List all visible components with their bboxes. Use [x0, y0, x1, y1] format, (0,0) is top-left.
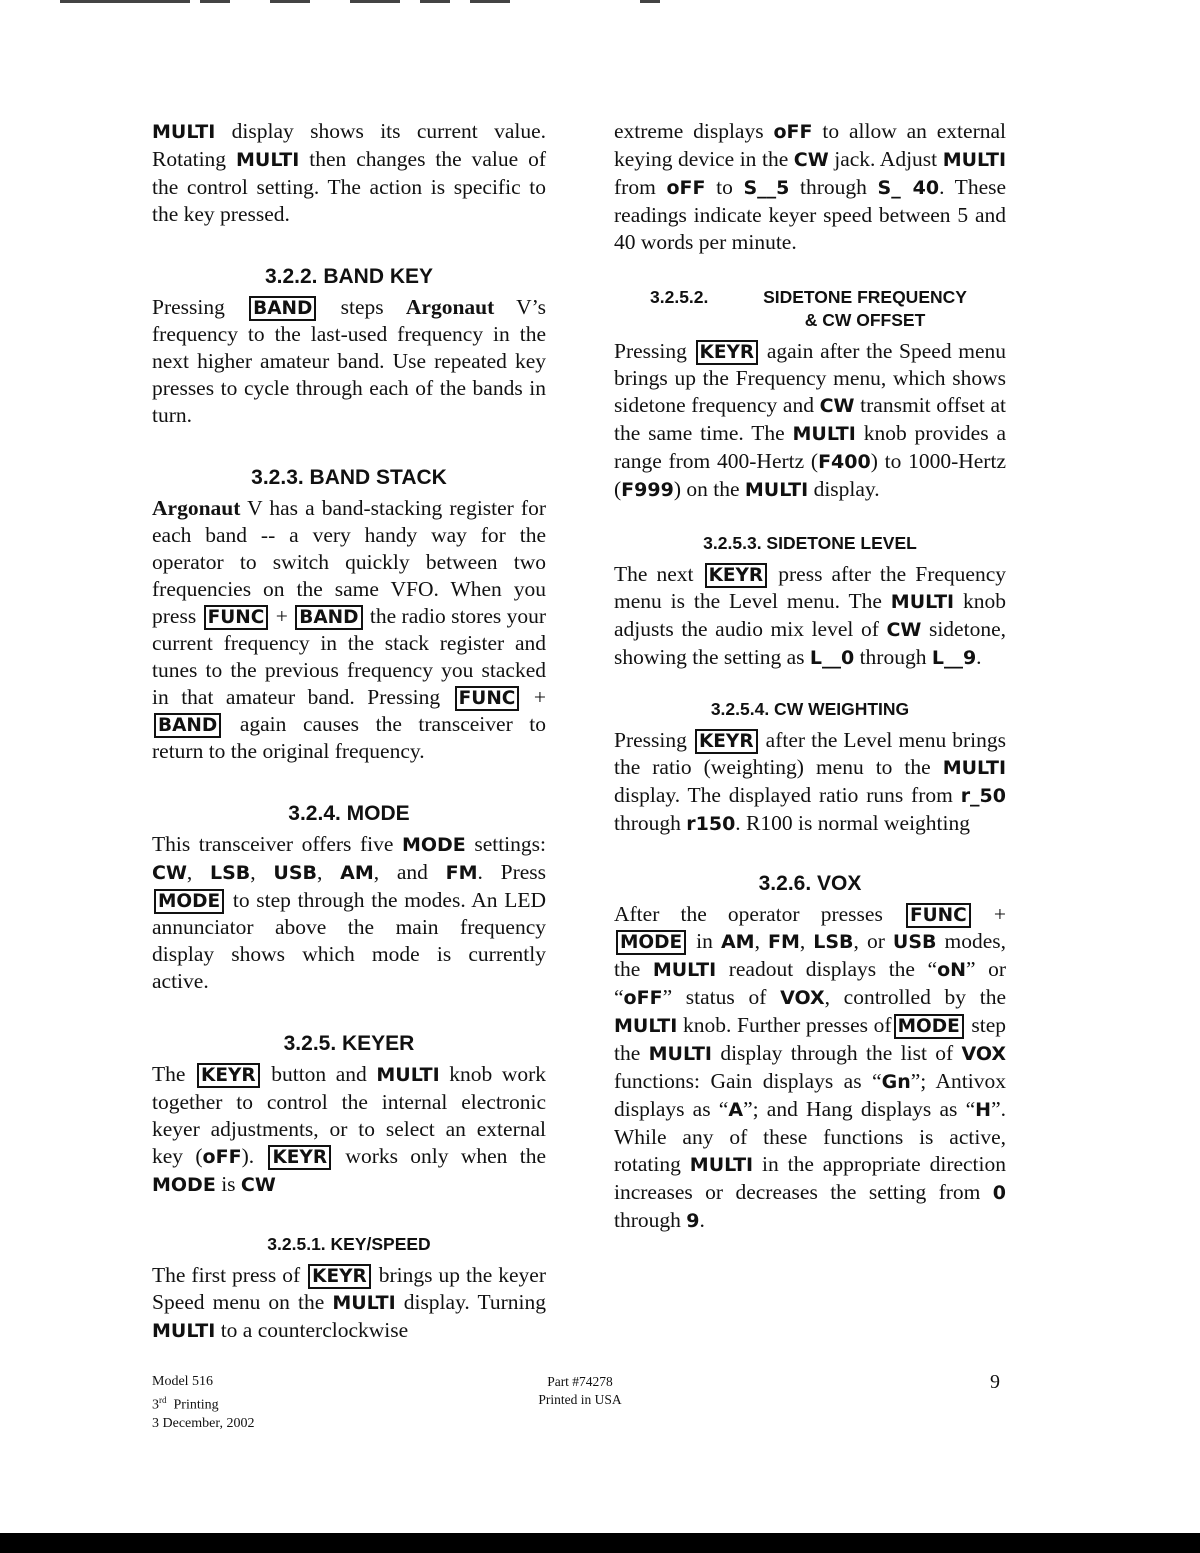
func-key-label: FUNC [204, 605, 269, 630]
footer-date: 3 December, 2002 [152, 1415, 255, 1431]
scan-bottom-edge [0, 1533, 1200, 1553]
page-number: 9 [990, 1371, 1000, 1393]
band-key-label: BAND [295, 605, 362, 630]
scan-top-edge [0, 0, 1200, 6]
keyr-key-label: KEYR [197, 1063, 260, 1088]
heading-key-speed: 3.2.5.1. KEY/SPEED [267, 1234, 431, 1254]
band-key-label: BAND [249, 296, 316, 321]
footer-model-info [152, 1373, 254, 1433]
left-column [152, 118, 546, 1345]
paragraph-keyer-continued: extreme displays oFF to allow an external keying device in the CW jack. Adjust MULTI from oFF to S__5 through S_ 40. These readings indicate keyer speed between 5 and 40 words per minute. [614, 119, 1007, 254]
footer-model: Model 516 [152, 1374, 214, 1389]
heading-cw-weighting: 3.2.5.4. CW WEIGHTING [710, 699, 910, 719]
keyr-key-label: KEYR [308, 1264, 371, 1289]
func-key-label: FUNC [455, 686, 520, 711]
heading-mode: 3.2.4. MODE [288, 802, 410, 825]
band-key-label: BAND [154, 713, 221, 738]
keyr-key-label: KEYR [695, 729, 758, 754]
footer-part-number: Part #74278 [547, 1374, 613, 1389]
heading-vox: 3.2.6. VOX [758, 872, 862, 895]
mode-key-label: MODE [154, 889, 224, 914]
func-key-label: FUNC [906, 903, 971, 928]
paragraph-sidetone-frequency: Pressing KEYR again after the Speed menu brings up the Frequency menu, which shows sidetone frequency and CW transmit offset at the same time. The MULTI knob provides a range from 400-Hertz (F400) to 1000-Hertz (F999) on the MULTI display. [614, 339, 1007, 501]
footer-printing: 3rd Printing [152, 1395, 219, 1413]
footer-printed-in: Printed in USA [538, 1392, 622, 1407]
paragraph-band-stack: Argonaut V has a band-stacking register for each band -- a very handy way for the operator to switch quickly between two frequencies on the same VFO. When you press FUNC + BAND the radio stores your current frequency in the stack register and tunes to the previous frequency you stacked in that amateur band. Pressing FUNC + BAND again causes the transceiver to return to the original frequency. [152, 496, 547, 763]
paragraph-key-speed: The first press of KEYR brings up the keyer Speed menu on the MULTI display. Turning MULTI to a counterclockwise [152, 1263, 547, 1342]
right-column [614, 118, 1006, 1235]
heading-band-key: 3.2.2. BAND KEY [264, 265, 434, 288]
heading-sidetone-frequency: 3.2.5.2. SIDETONE FREQUENCY & CW OFFSET [650, 287, 967, 330]
keyr-key-label: KEYR [705, 563, 768, 588]
paragraph-vox: After the operator presses FUNC + MODE in AM, FM, LSB, or USB modes, the MULTI readout displays the “oN” or “oFF” status of VOX, controlled by the MULTI knob. Further presses of MODE step the MULTI display through the list of VOX functions: Gain displays as “Gn”; Antivox displays as “A”; and Hang displays as “H”. While any of these functions is active, rotating MULTI in the appropriate direction increases or decreases the setting from 0 through 9. [614, 902, 1007, 1232]
paragraph-keyer: The KEYR button and MULTI knob work together to control the internal electronic keyer adjustments, or to select an external key (oFF). KEYR works only when the MODE is CW [152, 1062, 547, 1196]
paragraph-cw-weighting: Pressing KEYR after the Level menu brings the ratio (weighting) menu to the MULTI display. The displayed ratio runs from r_50 through r150. R100 is normal weighting [614, 728, 1007, 835]
keyr-key-label: KEYR [268, 1145, 331, 1170]
mode-key-label: MODE [894, 1014, 964, 1039]
heading-keyer: 3.2.5. KEYER [283, 1032, 415, 1055]
paragraph-band-key: Pressing BAND steps Argonaut V’s frequency to the last-used frequency in the next higher amateur band. Use repeated key presses to cycle through each of the bands in turn. [152, 295, 547, 427]
heading-band-stack: 3.2.3. BAND STACK [251, 466, 447, 489]
heading-sidetone-level: 3.2.5.3. SIDETONE LEVEL [703, 533, 917, 553]
mode-key-label: MODE [616, 930, 686, 955]
footer-part-info [530, 1373, 630, 1409]
keyr-key-label: KEYR [696, 340, 759, 365]
paragraph-intro: MULTI display shows its current value. Rotating MULTI then changes the value of the control setting. The action is specific to the key pressed. [152, 119, 547, 226]
paragraph-mode: This transceiver offers five MODE settings: CW, LSB, USB, AM, and FM. Press MODE to step through the modes. An LED annunciator above the main frequency display shows which mode is currently active. [152, 832, 547, 993]
paragraph-sidetone-level: The next KEYR press after the Frequency menu is the Level menu. The MULTI knob adjusts the audio mix level of CW sidetone, showing the setting as L__0 through L__9. [614, 562, 1007, 669]
